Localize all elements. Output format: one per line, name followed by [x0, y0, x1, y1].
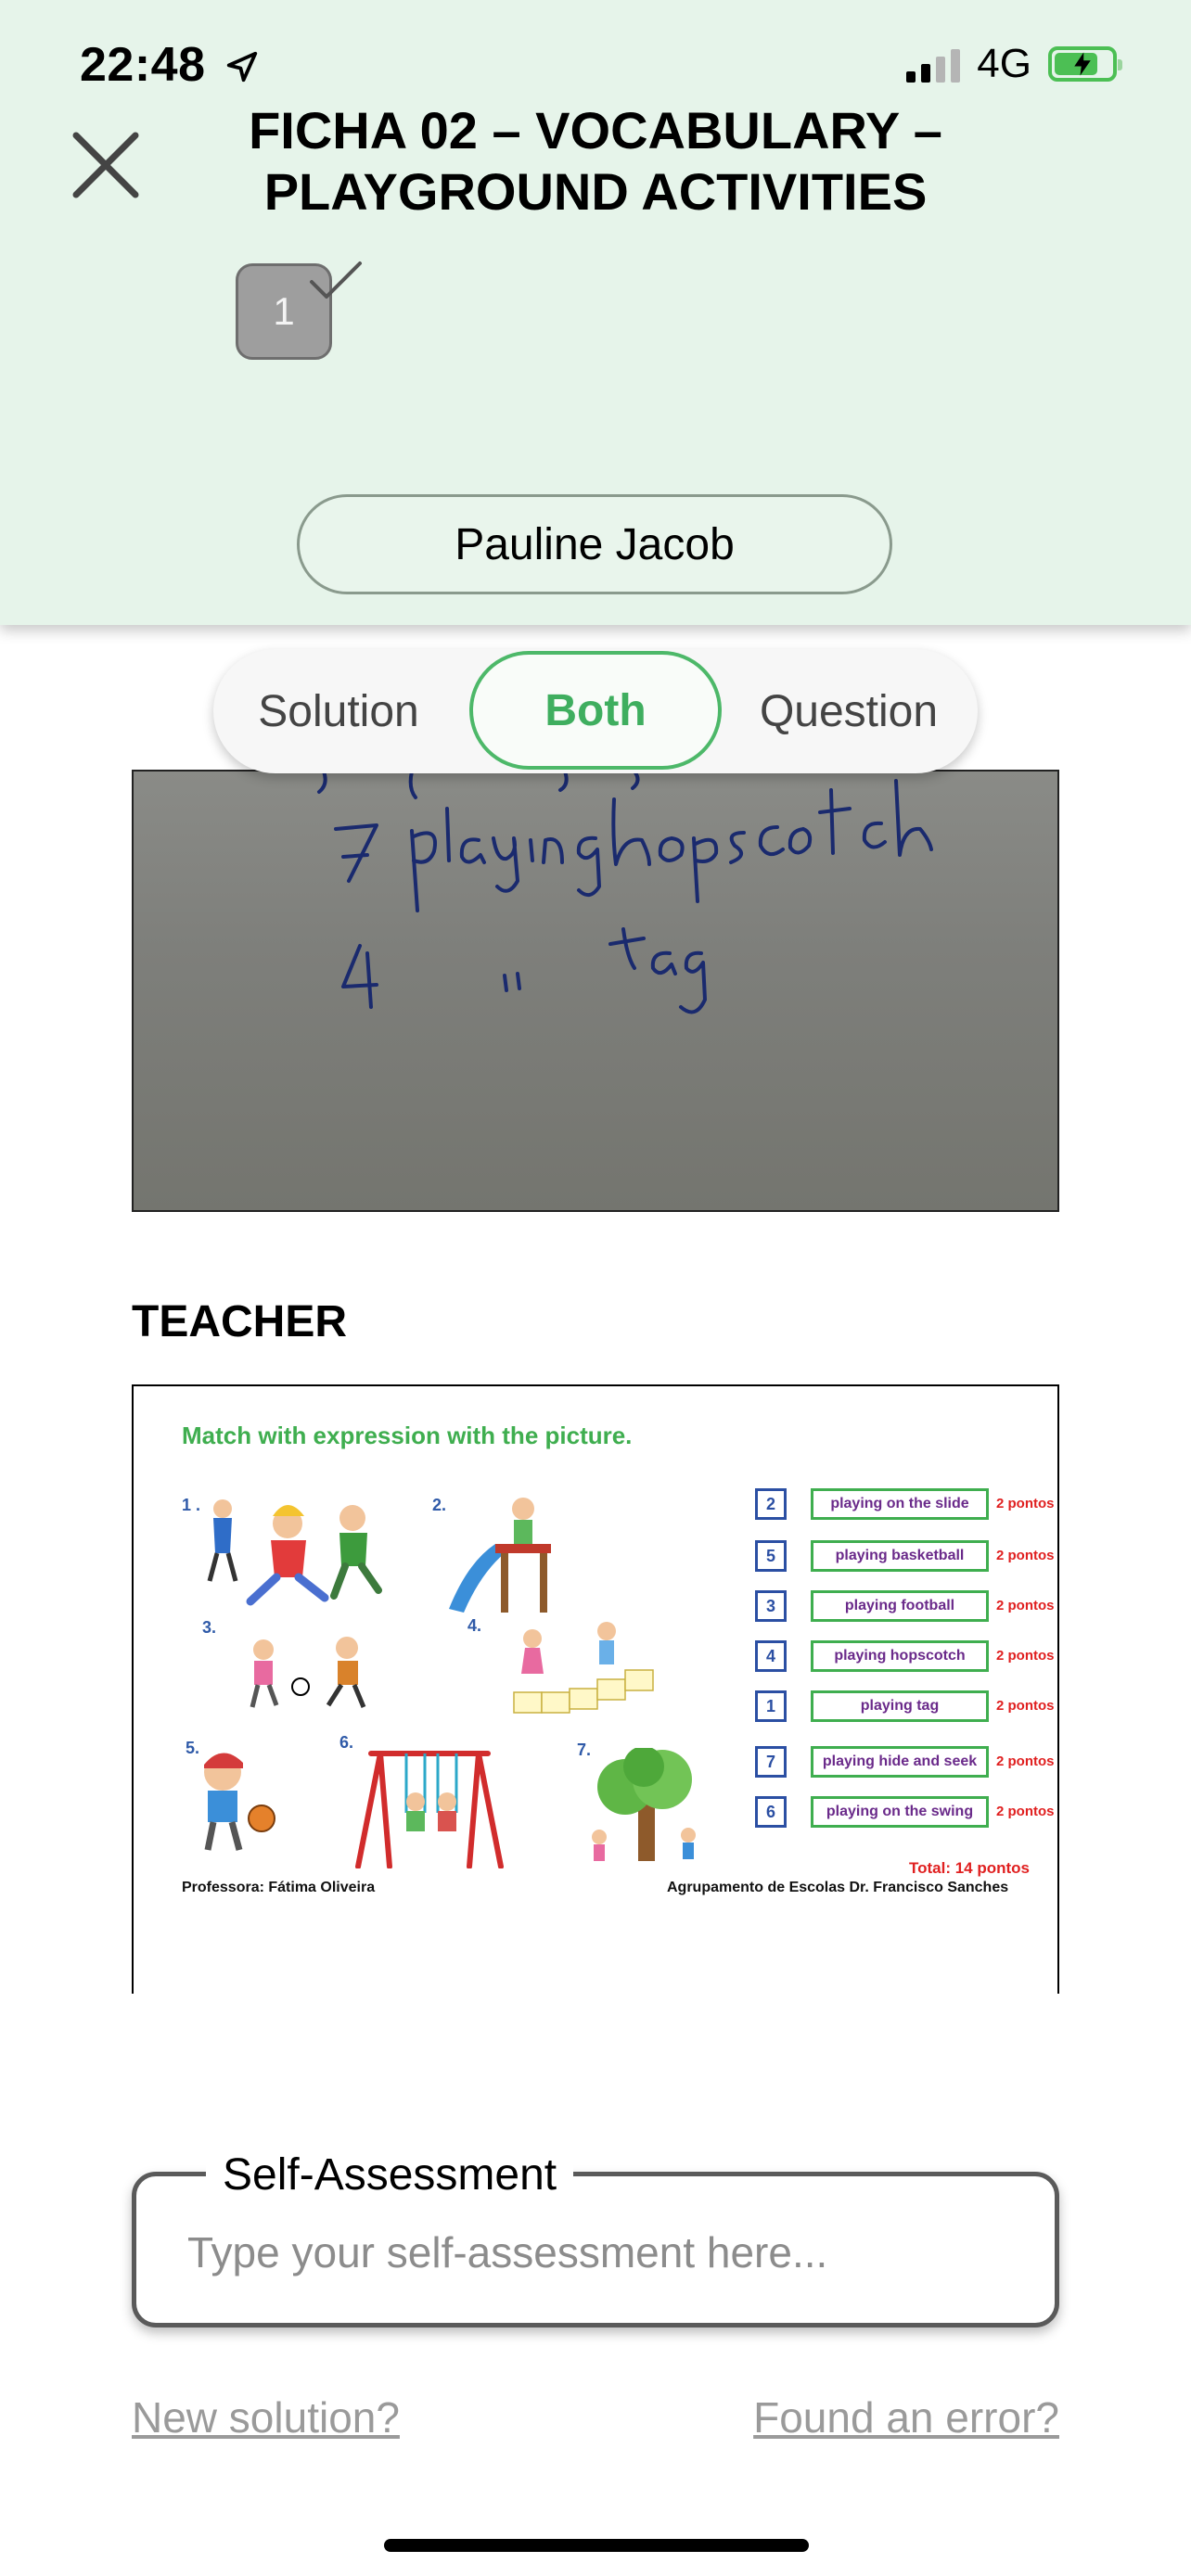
answer-row [755, 1488, 1059, 1520]
location-arrow-icon [224, 49, 260, 84]
worksheet-instruction: Match with expression with the picture. [182, 1422, 633, 1449]
title-line-1: FICHA 02 – VOCABULARY – [249, 101, 942, 159]
self-assessment-input[interactable] [186, 2214, 1024, 2290]
hide-and-seek-illustration [579, 1748, 718, 1868]
picture-number: 5. [186, 1739, 200, 1757]
close-icon [70, 130, 141, 200]
answer-number: 2 [755, 1488, 787, 1520]
answer-text: playing tag [811, 1690, 989, 1722]
worksheet-school-credit: Agrupamento de Escolas Dr. Francisco Sanches [667, 1880, 1009, 1895]
answer-points: 2 pontos [996, 1698, 1055, 1714]
picture-number: 3. [202, 1618, 217, 1637]
answer-points: 2 pontos [996, 1753, 1055, 1769]
answer-points: 2 pontos [996, 1804, 1055, 1819]
answer-number: 6 [755, 1796, 787, 1828]
answer-text: playing on the swing [811, 1796, 989, 1828]
page-selector-1[interactable]: 1 [236, 263, 332, 360]
handwriting-image [134, 772, 1059, 1212]
hopscotch-illustration [505, 1618, 690, 1729]
answer-text: playing basketball [811, 1540, 989, 1572]
answer-row [755, 1746, 1059, 1778]
basketball-illustration [186, 1746, 288, 1857]
worksheet-total: Total: 14 pontos [908, 1859, 1030, 1877]
answer-text: playing football [811, 1590, 989, 1622]
picture-number: 1 . [182, 1496, 201, 1514]
tab-both[interactable]: Both [469, 651, 722, 770]
answer-row [755, 1540, 1059, 1572]
status-time [80, 37, 260, 93]
tab-question[interactable]: Question [759, 686, 939, 736]
close-button[interactable] [70, 130, 141, 200]
answer-number: 7 [755, 1746, 787, 1778]
status-indicators [906, 41, 1117, 87]
self-assessment-label: Self-Assessment [206, 2149, 573, 2200]
answer-number: 1 [755, 1690, 787, 1722]
home-indicator[interactable] [384, 2539, 809, 2552]
answer-points: 2 pontos [996, 1548, 1055, 1563]
swing-illustration [352, 1748, 506, 1868]
slide-illustration [440, 1488, 570, 1618]
answer-row [755, 1796, 1059, 1828]
answer-number: 3 [755, 1590, 787, 1622]
answer-points: 2 pontos [996, 1648, 1055, 1664]
answer-row [755, 1590, 1059, 1622]
teacher-section-label: TEACHER [132, 1297, 348, 1346]
found-error-link[interactable]: Found an error? [753, 2393, 1059, 2442]
checkmark-icon [308, 260, 364, 306]
title-line-2: PLAYGROUND ACTIVITIES [263, 162, 928, 221]
answer-text: playing hopscotch [811, 1640, 989, 1672]
answer-text: playing on the slide [811, 1488, 989, 1520]
signal-icon [906, 45, 960, 83]
student-name-button[interactable]: Pauline Jacob [297, 494, 892, 594]
status-time-text: 22:48 [80, 38, 206, 92]
answer-row [755, 1690, 1059, 1722]
picture-number: 6. [339, 1733, 354, 1752]
answer-number: 5 [755, 1540, 787, 1572]
worksheet-teacher-credit: Professora: Fátima Oliveira [182, 1880, 376, 1895]
teacher-worksheet-image [132, 1384, 1059, 1994]
picture-number: 4. [467, 1616, 482, 1635]
picture-number: 2. [432, 1496, 447, 1514]
header-panel [0, 0, 1191, 625]
view-toggle [213, 649, 978, 773]
new-solution-link[interactable]: New solution? [132, 2393, 400, 2442]
answer-points: 2 pontos [996, 1598, 1055, 1613]
answer-number: 4 [755, 1640, 787, 1672]
answer-text: playing hide and seek [811, 1746, 989, 1778]
battery-charging-icon [1048, 46, 1117, 82]
student-solution-photo [132, 770, 1059, 1212]
picture-number: 7. [577, 1741, 592, 1759]
football-illustration [226, 1629, 393, 1713]
answer-points: 2 pontos [996, 1496, 1055, 1511]
network-type: 4G [977, 41, 1031, 86]
tag-illustration [186, 1488, 390, 1609]
tab-solution[interactable]: Solution [258, 686, 419, 736]
worksheet-title [186, 100, 1005, 223]
answer-row [755, 1640, 1059, 1672]
